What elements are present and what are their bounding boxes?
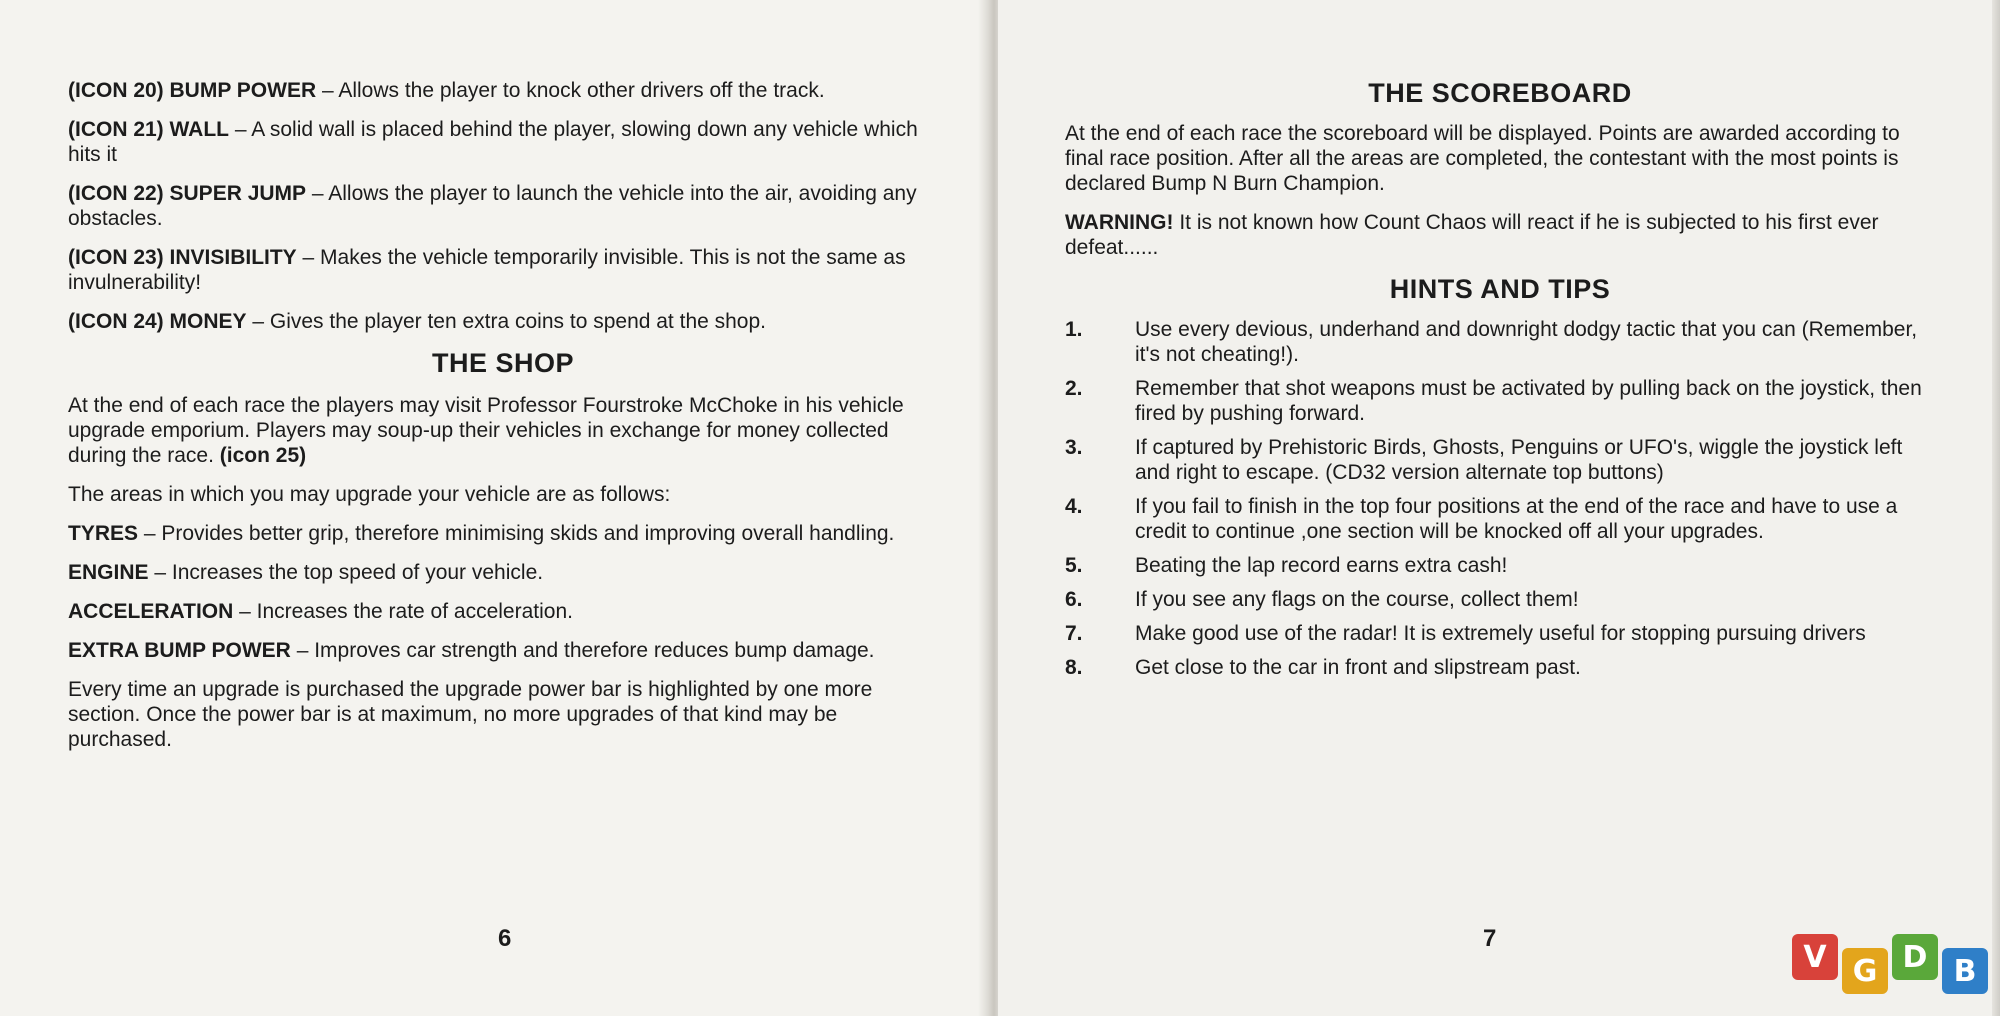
right-column (1065, 78, 1935, 689)
upgrade-extra-bump-power (68, 638, 938, 663)
upgrade-acceleration (68, 599, 938, 624)
list-item (1065, 655, 1935, 680)
upgrade-text: – Increases the rate of acceleration. (233, 600, 573, 623)
entry-text: – Allows the player to launch the vehicle into the air, avoiding any obstacles. (68, 182, 917, 230)
page-edge (1992, 0, 2000, 1016)
upgrade-label: ACCELERATION (68, 600, 234, 623)
entry-text: – Allows the player to knock other drivers off the track. (316, 79, 825, 102)
tip-text: Remember that shot weapons must be activated by pulling back on the joystick, then fired by pushing forward. (1135, 377, 1922, 425)
warning-paragraph (1065, 210, 1935, 260)
upgrade-label: TYRES (68, 522, 139, 545)
list-item (1065, 621, 1935, 646)
tip-number: 4. (1065, 495, 1083, 518)
upgrade-text: – Increases the top speed of your vehicle. (148, 561, 544, 584)
upgrade-text: – Improves car strength and therefore reduces bump damage. (290, 639, 875, 662)
tip-number: 3. (1065, 436, 1083, 459)
entry-label: (ICON 20) BUMP POWER (68, 79, 317, 102)
tip-number: 1. (1065, 318, 1083, 341)
vgdb-watermark-logo (1792, 930, 1992, 1000)
shop-icon-ref: (icon 25) (219, 444, 307, 467)
upgrade-label: EXTRA BUMP POWER (68, 639, 291, 662)
upgrade-text: – Provides better grip, therefore minimising skids and improving overall handling. (138, 522, 895, 545)
list-item (1065, 317, 1935, 367)
list-item (1065, 587, 1935, 612)
entry-text: – A solid wall is placed behind the player, slowing down any vehicle which hits it (68, 118, 918, 166)
areas-intro: The areas in which you may upgrade your vehicle are as follows: (68, 483, 671, 506)
page-number-left: 6 (498, 925, 512, 952)
tip-text: Make good use of the radar! It is extremely useful for stopping pursuing drivers (1135, 622, 1866, 645)
entry-label: (ICON 22) SUPER JUMP (68, 182, 307, 205)
tip-text: If you fail to finish in the top four positions at the end of the race and have to use a credit to continue ,one section will be knocked off all your upgrades. (1135, 495, 1898, 543)
scoreboard-text: At the end of each race the scoreboard will be displayed. Points are awarded according to final race position. After all the areas are completed, the contestant with the most points is declared Bump N Burn Champion. (1065, 122, 1900, 195)
list-item (1065, 435, 1935, 485)
icon-20-entry (68, 78, 938, 103)
tip-number: 8. (1065, 656, 1083, 679)
warning-label: WARNING! (1065, 211, 1174, 234)
watermark-letter-d: D (1892, 934, 1938, 980)
tip-text: If captured by Prehistoric Birds, Ghosts, Penguins or UFO's, wiggle the joystick left and right to escape. (CD32 version alternate top buttons) (1135, 436, 1903, 484)
shop-intro-text: At the end of each race the players may visit Professor Fourstroke McChoke in his vehicle upgrade emporium. Players may soup-up their vehicles in exchange for money collected during the race. (68, 394, 904, 467)
icon-24-entry (68, 309, 938, 334)
watermark-letter-g: G (1842, 948, 1888, 994)
tip-text: If you see any flags on the course, collect them! (1135, 588, 1579, 611)
icon-22-entry (68, 181, 938, 231)
left-page (0, 0, 990, 1016)
upgrade-closing: Every time an upgrade is purchased the upgrade power bar is highlighted by one more section. Once the power bar is at maximum, no more upgrades of that kind may be purchased. (68, 678, 873, 751)
list-item (1065, 553, 1935, 578)
upgrade-engine (68, 560, 938, 585)
watermark-letter-v: V (1792, 934, 1838, 980)
hints-heading: HINTS AND TIPS (1389, 274, 1611, 304)
entry-label: (ICON 23) INVISIBILITY (68, 246, 297, 269)
shop-intro (68, 393, 938, 468)
upgrade-tyres (68, 521, 938, 546)
shop-heading: THE SHOP (431, 348, 575, 378)
upgrade-label: ENGINE (68, 561, 149, 584)
list-item (1065, 376, 1935, 426)
tip-number: 6. (1065, 588, 1083, 611)
list-item (1065, 494, 1935, 544)
entry-text: – Gives the player ten extra coins to spend at the shop. (246, 310, 767, 333)
tip-number: 5. (1065, 554, 1083, 577)
tip-text: Get close to the car in front and slipstream past. (1135, 656, 1581, 679)
entry-text: – Makes the vehicle temporarily invisible. This is not the same as invulnerability! (68, 246, 906, 294)
page-number-right: 7 (1483, 925, 1497, 952)
entry-label: (ICON 21) WALL (68, 118, 229, 141)
tip-number: 7. (1065, 622, 1083, 645)
icon-21-entry (68, 117, 938, 167)
tip-number: 2. (1065, 377, 1083, 400)
scoreboard-heading: THE SCOREBOARD (1368, 78, 1632, 108)
tips-list (1065, 317, 1935, 680)
left-column (68, 78, 938, 766)
icon-23-entry (68, 245, 938, 295)
tip-text: Beating the lap record earns extra cash! (1135, 554, 1508, 577)
warning-text: It is not known how Count Chaos will react if he is subjected to his first ever defeat...... (1065, 211, 1879, 259)
tip-text: Use every devious, underhand and downright dodgy tactic that you can (Remember, it's not cheating!). (1135, 318, 1918, 366)
watermark-letter-b: B (1942, 948, 1988, 994)
entry-label: (ICON 24) MONEY (68, 310, 247, 333)
